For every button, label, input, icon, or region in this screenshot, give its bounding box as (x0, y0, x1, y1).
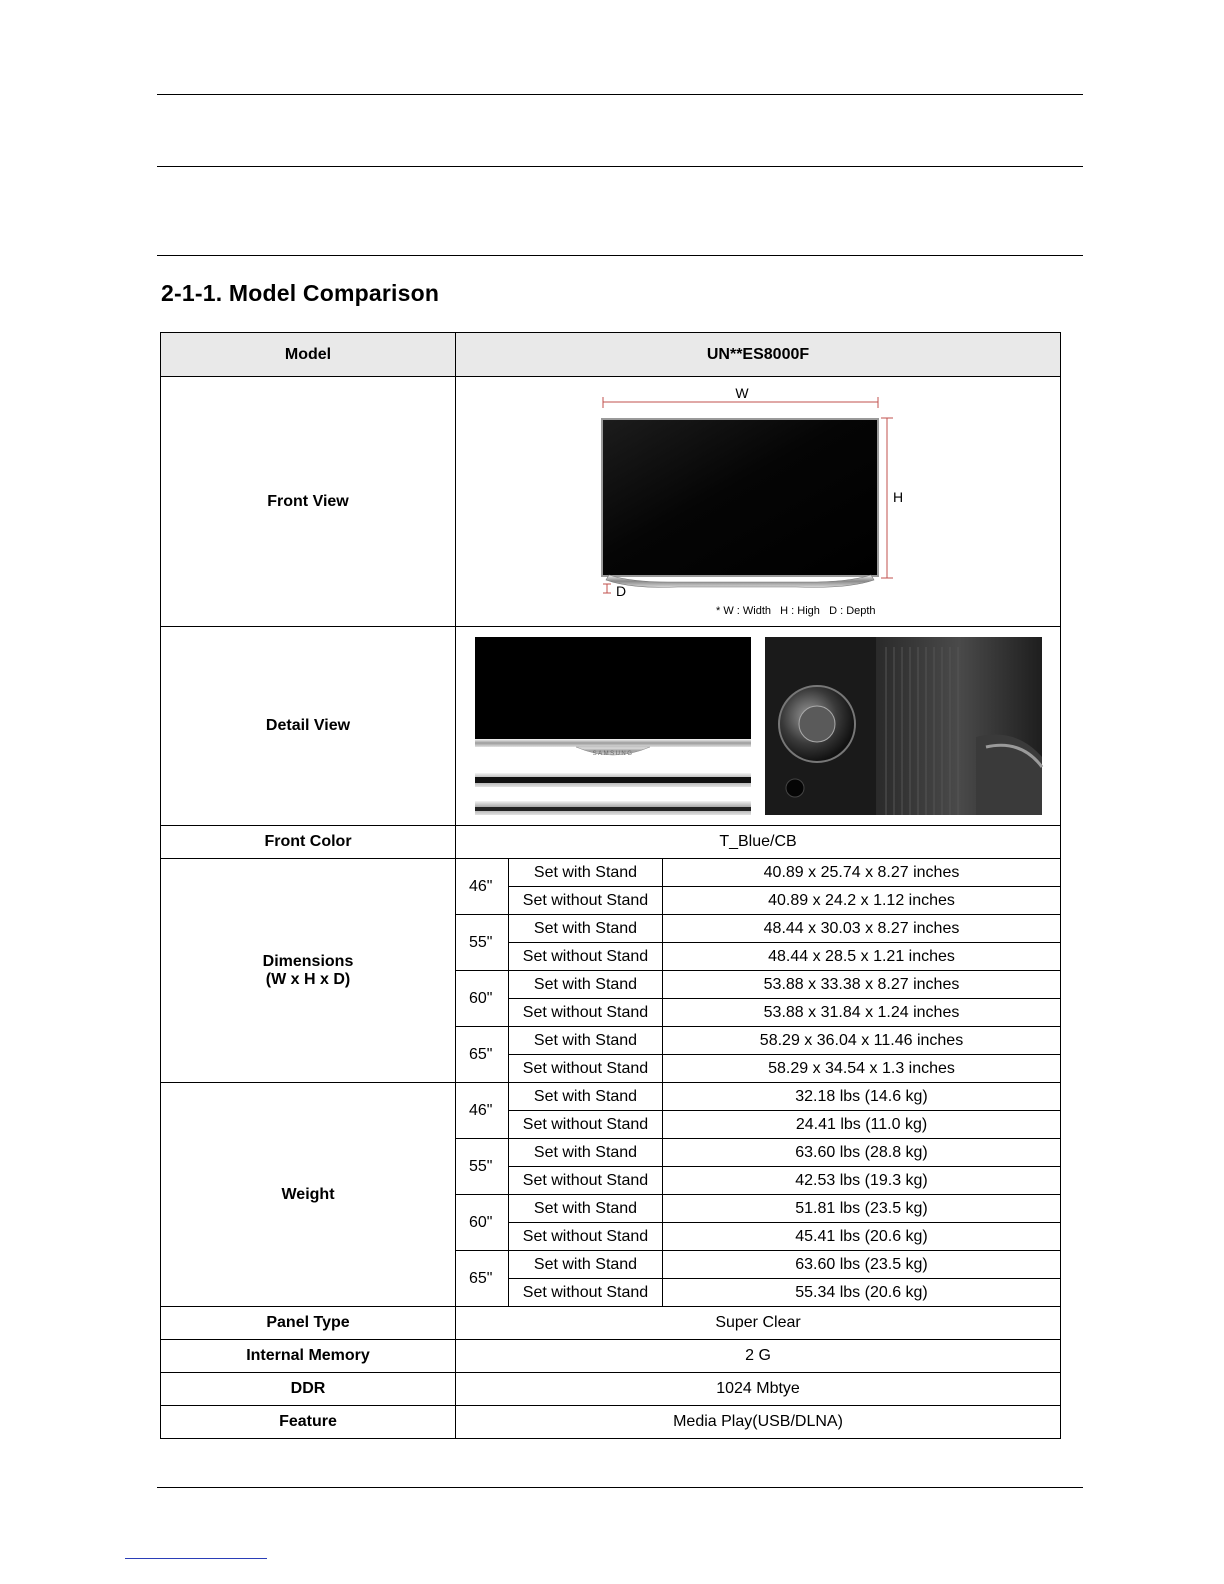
detail-view-label: Detail View (161, 627, 456, 826)
stand-option-label: Set without Stand (509, 943, 663, 971)
depth-label: D (616, 583, 627, 599)
width-label: W (735, 385, 749, 401)
dimension-value: 58.29 x 36.04 x 11.46 inches (663, 1027, 1061, 1055)
size-label: 55" (456, 1139, 509, 1195)
stand-option-label: Set with Stand (509, 1195, 663, 1223)
internal-memory-row (161, 1340, 1061, 1373)
dimension-value: 58.29 x 34.54 x 1.3 inches (663, 1055, 1061, 1083)
stand-option-label: Set with Stand (509, 971, 663, 999)
front-view-cell (456, 377, 1061, 627)
table-header-row (161, 333, 1061, 377)
ddr-label: DDR (161, 1373, 456, 1406)
weight-value: 45.41 lbs (20.6 kg) (663, 1223, 1061, 1251)
detail-front-closeup (475, 637, 751, 815)
dimension-value: 40.89 x 24.2 x 1.12 inches (663, 887, 1061, 915)
detail-view-row (161, 627, 1061, 826)
brand-logo: SAMSUNG (592, 751, 634, 757)
front-color-label: Front Color (161, 826, 456, 859)
weight-value: 32.18 lbs (14.6 kg) (663, 1083, 1061, 1111)
stand-option-label: Set with Stand (509, 1083, 663, 1111)
header-rule-middle (157, 166, 1083, 167)
dimension-legend: * W : Width H : High D : Depth (716, 605, 876, 617)
model-header-label: Model (161, 333, 456, 377)
front-color-value: T_Blue/CB (456, 826, 1061, 859)
weight-label: Weight (161, 1083, 456, 1307)
footer-rule (157, 1487, 1083, 1488)
weight-value: 63.60 lbs (28.8 kg) (663, 1139, 1061, 1167)
stand-option-label: Set without Stand (509, 1279, 663, 1307)
panel-type-row (161, 1307, 1061, 1340)
dimension-value: 40.89 x 25.74 x 8.27 inches (663, 859, 1061, 887)
stand-option-label: Set with Stand (509, 1027, 663, 1055)
depth-dimension-line (603, 584, 611, 593)
weight-value: 51.81 lbs (23.5 kg) (663, 1195, 1061, 1223)
dimension-value: 53.88 x 33.38 x 8.27 inches (663, 971, 1061, 999)
table-row (161, 1083, 1061, 1111)
panel-type-value: Super Clear (456, 1307, 1061, 1340)
front-color-row (161, 826, 1061, 859)
size-label: 60" (456, 971, 509, 1027)
stand-option-label: Set with Stand (509, 1251, 663, 1279)
dimensions-label (161, 859, 456, 1083)
size-label: 46" (456, 859, 509, 915)
weight-value: 63.60 lbs (23.5 kg) (663, 1251, 1061, 1279)
dimensions-label-line2: (W x H x D) (265, 970, 351, 988)
weight-value: 55.34 lbs (20.6 kg) (663, 1279, 1061, 1307)
internal-memory-value: 2 G (456, 1340, 1061, 1373)
footnote-rule (125, 1558, 267, 1559)
feature-value: Media Play(USB/DLNA) (456, 1406, 1061, 1439)
stand-option-label: Set without Stand (509, 1167, 663, 1195)
dimension-value: 48.44 x 30.03 x 8.27 inches (663, 915, 1061, 943)
table-row (161, 859, 1061, 887)
detail-view-cell (456, 627, 1061, 826)
front-view-label: Front View (161, 377, 456, 627)
weight-value: 42.53 lbs (19.3 kg) (663, 1167, 1061, 1195)
front-view-row (161, 377, 1061, 627)
size-label: 60" (456, 1195, 509, 1251)
tv-screen (603, 420, 877, 575)
stand-option-label: Set with Stand (509, 859, 663, 887)
detail-view-image (456, 627, 1060, 825)
height-dimension-line (881, 418, 893, 578)
ddr-value: 1024 Mbtye (456, 1373, 1061, 1406)
size-label: 65" (456, 1027, 509, 1083)
panel-type-label: Panel Type (161, 1307, 456, 1340)
section-title: 2-1-1. Model Comparison (161, 280, 440, 306)
stand-option-label: Set without Stand (509, 999, 663, 1027)
model-comparison-table (160, 332, 1061, 1439)
stand-option-label: Set with Stand (509, 1139, 663, 1167)
weight-value: 24.41 lbs (11.0 kg) (663, 1111, 1061, 1139)
size-label: 46" (456, 1083, 509, 1139)
stand-option-label: Set without Stand (509, 1111, 663, 1139)
stand-option-label: Set with Stand (509, 915, 663, 943)
stand-option-label: Set without Stand (509, 1055, 663, 1083)
dimension-value: 48.44 x 28.5 x 1.21 inches (663, 943, 1061, 971)
size-label: 65" (456, 1251, 509, 1307)
stand-option-label: Set without Stand (509, 1223, 663, 1251)
model-header-value: UN**ES8000F (456, 333, 1061, 377)
dimensions-label-line1: Dimensions (262, 952, 354, 970)
internal-memory-label: Internal Memory (161, 1340, 456, 1373)
stand-option-label: Set without Stand (509, 887, 663, 915)
detail-rear-closeup (765, 637, 1042, 815)
size-label: 55" (456, 915, 509, 971)
header-rule-bottom (157, 255, 1083, 256)
header-rule-top (157, 94, 1083, 95)
ddr-row (161, 1373, 1061, 1406)
feature-label: Feature (161, 1406, 456, 1439)
feature-row (161, 1406, 1061, 1439)
height-label: H (893, 489, 904, 505)
front-view-image (456, 377, 1060, 626)
dimension-value: 53.88 x 31.84 x 1.24 inches (663, 999, 1061, 1027)
